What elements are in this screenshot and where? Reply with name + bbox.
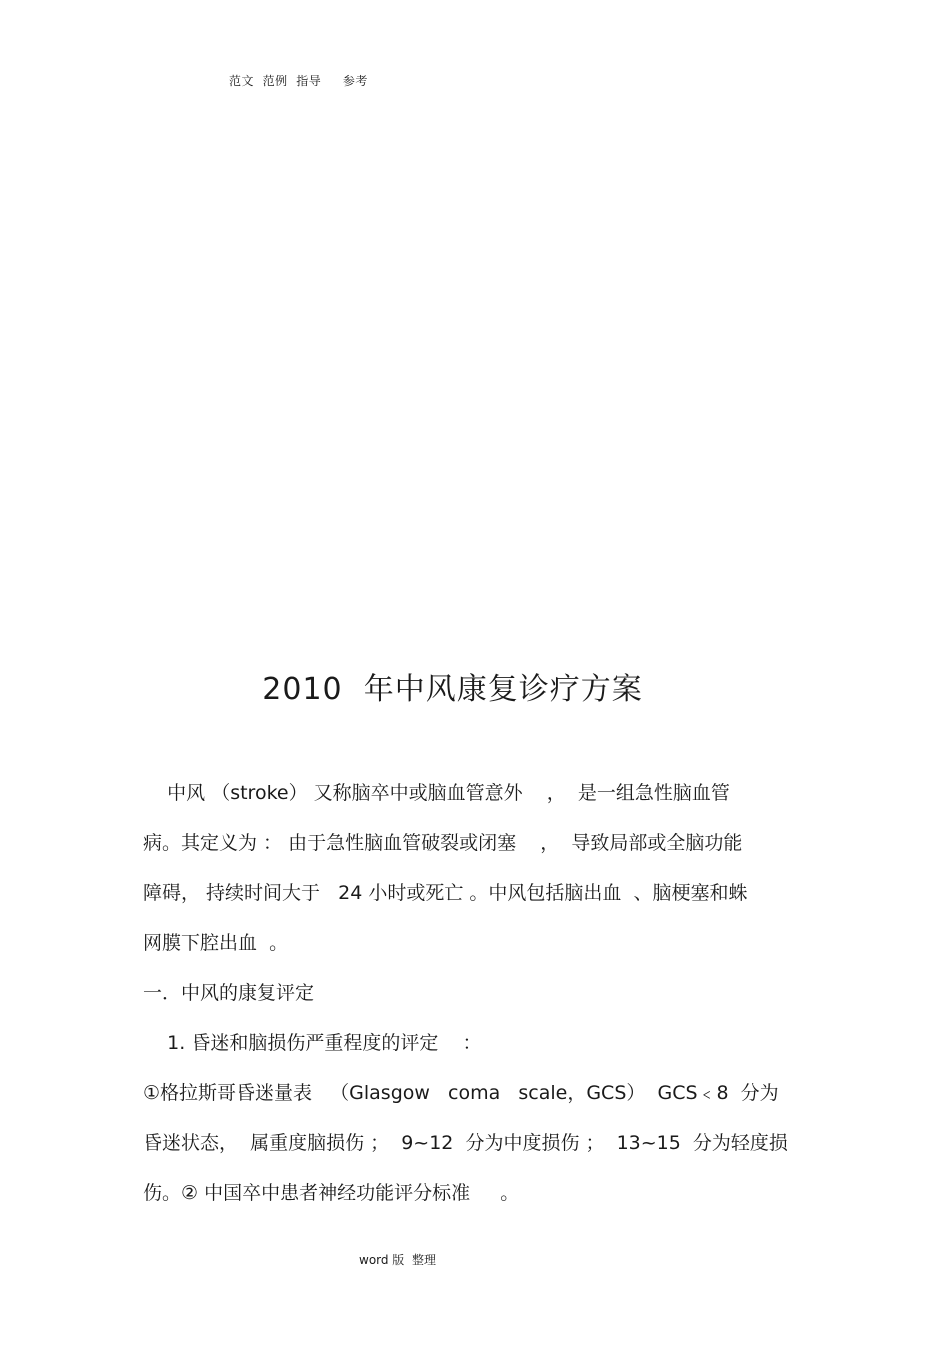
section-heading: 一．中风的康复评定: [143, 982, 315, 1004]
document-title: 2010 年中风康复诊疗方案: [262, 672, 643, 707]
page-header: 范文 范例 指导 参考: [229, 74, 368, 88]
paragraph-line: 障碍， 持续时间大于 24 小时或死亡 。中风包括脑出血 、脑梗塞和蛛: [143, 882, 748, 904]
list-item: 1. 昏迷和脑损伤严重程度的评定 ：: [143, 1032, 482, 1054]
paragraph-line: ①格拉斯哥昏迷量表 （Glasgow coma scale，GCS） GCS﹤8 分为: [143, 1082, 779, 1104]
page-footer: word 版 整理: [359, 1253, 436, 1267]
paragraph-line: 病。其定义为 ： 由于急性脑血管破裂或闭塞 ， 导致局部或全脑功能: [143, 832, 743, 854]
paragraph-line: 中风 （stroke） 又称脑卒中或脑血管意外 ， 是一组急性脑血管: [143, 782, 730, 804]
paragraph-line: 昏迷状态， 属重度脑损伤 ； 9~12 分为中度损伤 ； 13~15 分为轻度损: [143, 1132, 788, 1154]
paragraph-line: 网膜下腔出血 。: [143, 932, 289, 954]
paragraph-line: 伤。② 中国卒中患者神经功能评分标准 。: [143, 1182, 520, 1204]
